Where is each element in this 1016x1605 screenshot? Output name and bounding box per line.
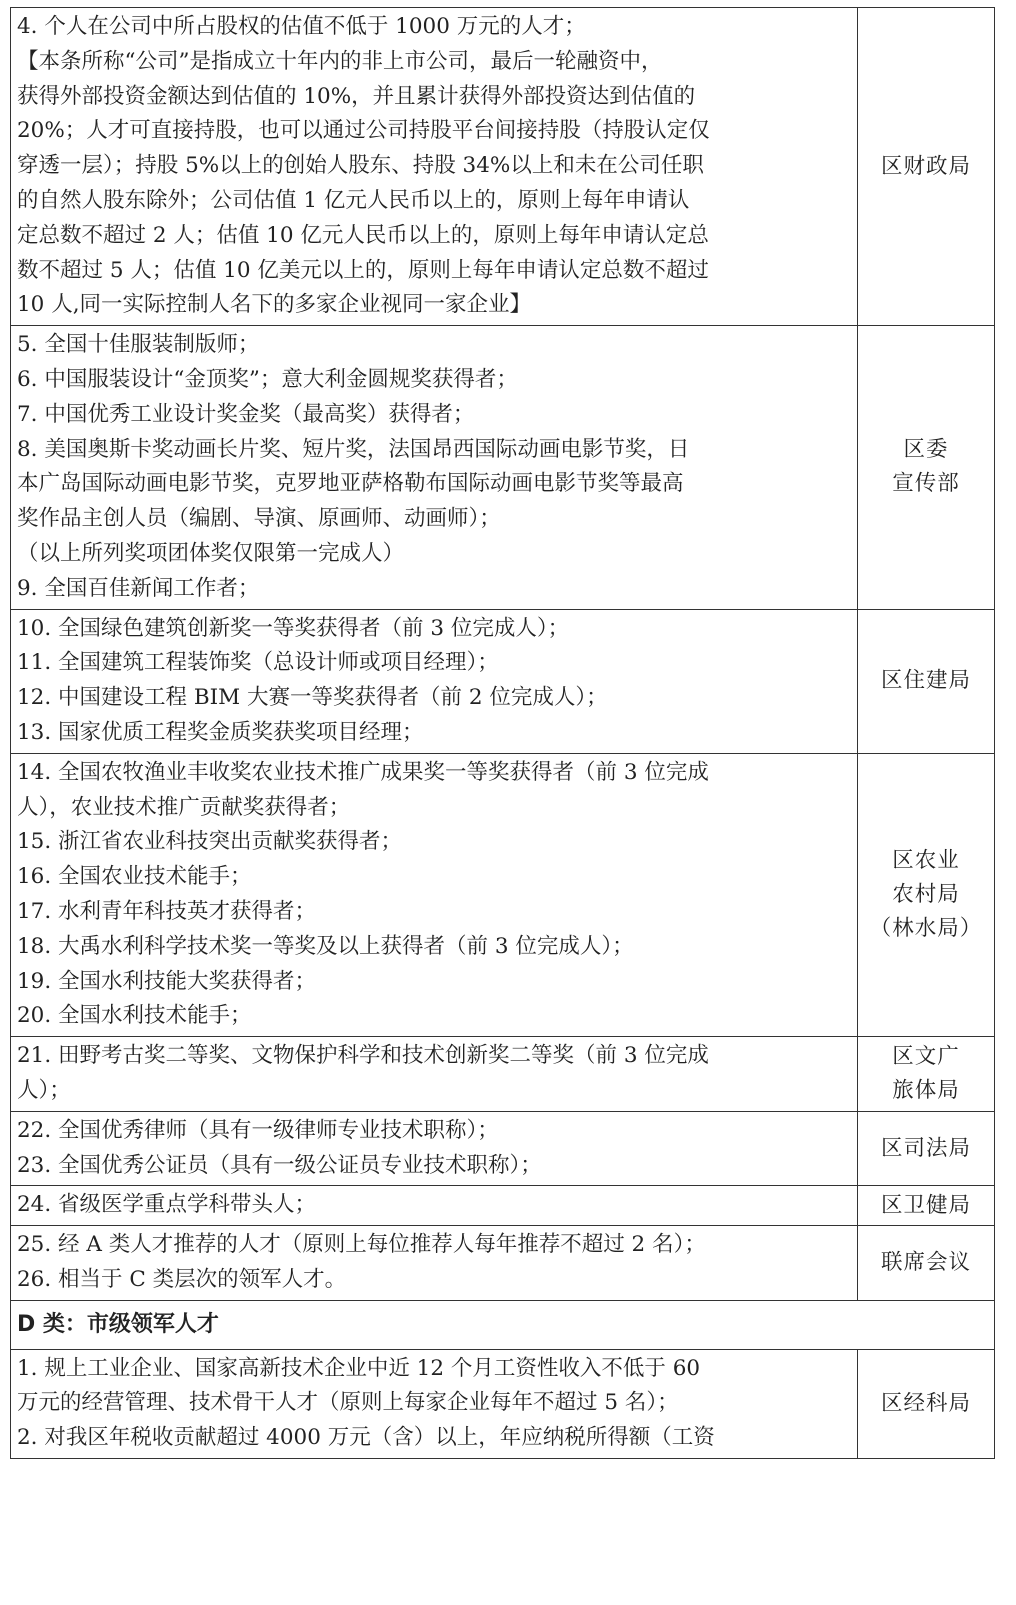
department-name: 联席会议 [880,1249,971,1275]
talent-table [10,7,995,1459]
criteria-line: 数不超过 5 人；估值 10 亿美元以上的，原则上每年申请认定总数不超过 [17,257,709,283]
department-cell [858,1226,995,1301]
criteria-line: 24. 省级医学重点学科带头人； [17,1192,317,1218]
department-name: 区文广 [892,1043,960,1069]
criteria-line: 6. 中国服装设计“金顶奖”；意大利金圆规奖获得者； [17,366,518,392]
department-cell [858,609,995,753]
criteria-line: 获得外部投资金额达到估值的 10%，并且累计获得外部投资达到估值的 [17,83,696,109]
table-row [11,1111,995,1186]
table-row [11,8,995,326]
criteria-line: 人）； [17,1077,71,1103]
department-cell [858,1037,995,1112]
department-name: 区经科局 [880,1390,971,1416]
criteria-line: 25. 经 A 类人才推荐的人才（原则上每位推荐人每年推荐不超过 2 名）； [17,1232,706,1258]
department-name: 区卫健局 [880,1192,971,1218]
department-name: 旅体局 [892,1077,960,1103]
criteria-cell [11,8,858,326]
criteria-line: 穿透一层）；持股 5%以上的创始人股东、持股 34%以上和未在公司任职 [17,153,704,179]
table-row [11,609,995,753]
department-name: 宣传部 [892,471,960,497]
criteria-line: 8. 美国奥斯卡奖动画长片奖、短片奖，法国昂西国际动画电影节奖，日 [17,436,690,462]
criteria-line: 7. 中国优秀工业设计奖金奖（最高奖）获得者； [17,401,475,427]
criteria-line: 21. 田野考古奖二等奖、文物保护科学和技术创新奖二等奖（前 3 位完成 [17,1043,709,1069]
department-name: 区司法局 [880,1135,971,1161]
department-name: 区委 [903,437,949,463]
criteria-line: 【本条所称“公司”是指成立十年内的非上市公司，最后一轮融资中， [17,48,663,74]
section-name: 市级领军人才 [86,1311,219,1337]
criteria-line: 9. 全国百佳新闻工作者； [17,575,260,601]
criteria-cell [11,1186,858,1226]
criteria-cell [11,326,858,609]
criteria-line: 22. 全国优秀律师（具有一级律师专业技术职称）； [17,1117,499,1143]
table-row [11,1037,995,1112]
table-row [11,326,995,609]
criteria-line: 11. 全国建筑工程装饰奖（总设计师或项目经理）； [17,650,499,676]
section-header-row [11,1300,995,1349]
table-row [11,1186,995,1226]
criteria-line: 12. 中国建设工程 BIM 大赛一等奖获得者（前 2 位完成人）； [17,685,608,711]
criteria-line: 5. 全国十佳服装制版师； [17,332,260,358]
criteria-line: 17. 水利青年科技英才获得者； [17,898,317,924]
criteria-line: 4. 个人在公司中所占股权的估值不低于 1000 万元的人才； [17,14,586,39]
criteria-line: 本广岛国际动画电影节奖，克罗地亚萨格勒布国际动画电影节奖等最高 [17,471,684,497]
department-name: 区农业 [892,847,960,873]
table-row [11,1349,995,1458]
criteria-line: （以上所列奖项团体奖仅限第一完成人） [17,540,405,566]
criteria-line: 10 人,同一实际控制人名下的多家企业视同一家企业】 [17,292,532,318]
table-row [11,1226,995,1301]
criteria-line: 15. 浙江省农业科技突出贡献奖获得者； [17,829,403,855]
criteria-line: 万元的经营管理、技术骨干人才（原则上每家企业每年不超过 5 名）； [17,1390,679,1416]
criteria-line: 20. 全国水利技术能手； [17,1003,252,1029]
table-row [11,753,995,1036]
section-title [11,1300,995,1349]
department-name: （林水局） [869,915,983,941]
criteria-line: 1. 规上工业企业、国家高新技术企业中近 12 个月工资性收入不低于 60 [17,1355,701,1381]
criteria-cell [11,753,858,1036]
department-cell [858,1111,995,1186]
criteria-line: 14. 全国农牧渔业丰收奖农业技术推广成果奖一等奖获得者（前 3 位完成 [17,759,709,785]
criteria-line: 16. 全国农业技术能手； [17,864,252,890]
criteria-cell [11,1111,858,1186]
criteria-line: 26. 相当于 C 类层次的领军人才。 [17,1266,347,1292]
department-cell [858,1186,995,1226]
criteria-line: 13. 国家优质工程奖金质奖获奖项目经理； [17,719,424,745]
criteria-line: 18. 大禹水利科学技术奖一等奖及以上获得者（前 3 位完成人）； [17,933,634,959]
section-prefix: D 类： [17,1311,87,1337]
department-name: 农村局 [892,881,960,907]
criteria-line: 19. 全国水利技能大奖获得者； [17,968,317,994]
criteria-line: 2. 对我区年税收贡献超过 4000 万元（含）以上，年应纳税所得额（工资 [17,1425,715,1451]
department-cell [858,1349,995,1458]
department-cell [858,8,995,326]
department-name: 区住建局 [880,668,971,694]
department-cell [858,326,995,609]
criteria-line: 奖作品主创人员（编剧、导演、原画师、动画师）； [17,506,501,532]
department-name: 区财政局 [880,153,971,179]
criteria-line: 10. 全国绿色建筑创新奖一等奖获得者（前 3 位完成人）； [17,615,570,641]
criteria-line: 的自然人股东除外；公司估值 1 亿元人民币以上的，原则上每年申请认 [17,187,690,213]
criteria-line: 定总数不超过 2 人；估值 10 亿元人民币以上的，原则上每年申请认定总 [17,222,709,248]
criteria-cell [11,1349,858,1458]
criteria-line: 20%；人才可直接持股，也可以通过公司持股平台间接持股（持股认定仅 [17,118,710,144]
criteria-cell [11,1226,858,1301]
criteria-cell [11,1037,858,1112]
criteria-cell [11,609,858,753]
criteria-line: 23. 全国优秀公证员（具有一级公证员专业技术职称）； [17,1152,542,1178]
criteria-line: 人），农业技术推广贡献奖获得者； [17,794,351,820]
department-cell [858,753,995,1036]
